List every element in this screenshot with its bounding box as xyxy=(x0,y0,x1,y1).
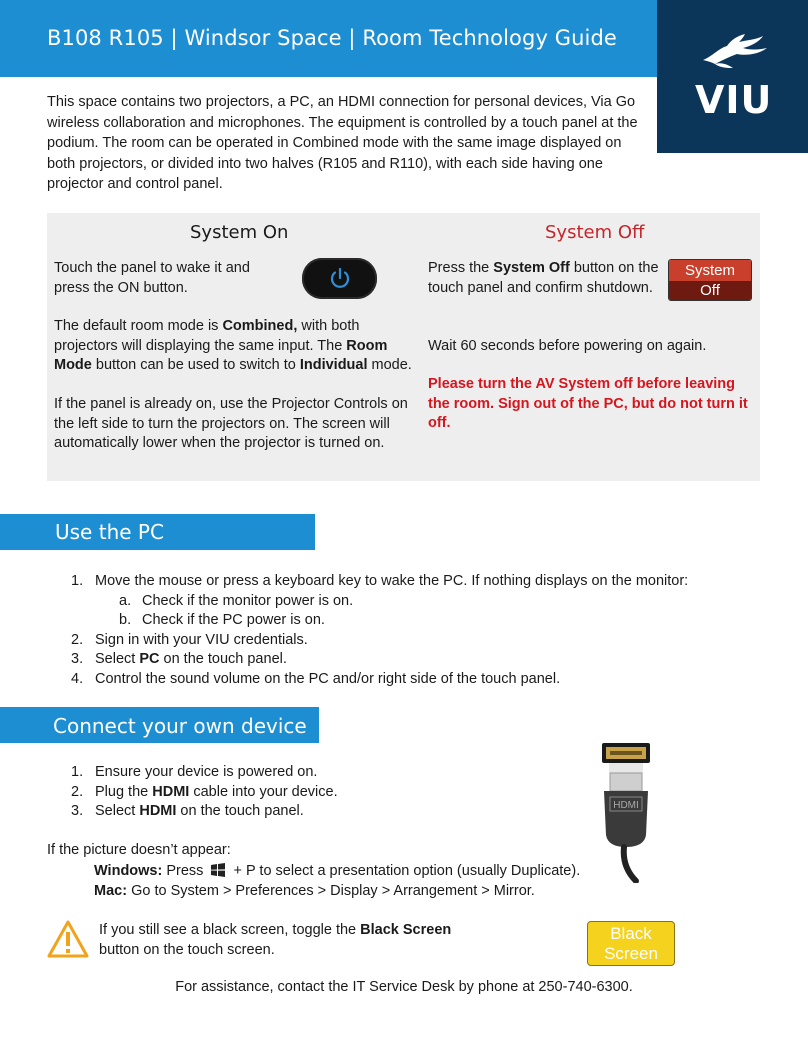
system-off-warning: Please turn the AV System off before leaving the room. Sign out of the PC, but do not turn it off. xyxy=(428,376,748,431)
system-on-step3: If the panel is already on, use the Projector Controls on the left side to turn the projectors on. The screen will automatically lower when the projector is turned on. xyxy=(54,396,408,451)
use-pc-list xyxy=(71,572,711,689)
black-screen-button xyxy=(587,921,675,966)
hdmi-label: HDMI xyxy=(613,800,639,811)
mac-instruction: Mac: Go to System > Preferences > Display > Arrangement > Mirror. xyxy=(94,883,535,899)
black-screen-button-line2: Screen xyxy=(604,944,658,963)
list-item: 2. Sign in with your VIU credentials. xyxy=(71,631,308,648)
system-off-heading: System Off xyxy=(545,222,645,243)
list-item: 1. Ensure your device is powered on. xyxy=(71,764,318,780)
page-title: B108 R105 | Windsor Space | Room Technology Guide xyxy=(47,26,617,50)
list-item: 2. Plug the HDMI cable into your device. xyxy=(71,783,338,800)
trouble-intro: If the picture doesn’t appear: xyxy=(47,842,231,858)
list-item: 3. Select HDMI on the touch panel. xyxy=(71,803,304,819)
black-screen-button-line1: Black xyxy=(610,924,652,943)
system-on-heading: System On xyxy=(190,222,289,243)
own-device-list xyxy=(71,763,551,822)
windows-logo-icon xyxy=(210,863,226,877)
power-icon xyxy=(328,267,352,291)
system-on-step1: Touch the panel to wake it and press the ON button. xyxy=(54,260,250,296)
warning-triangle-icon xyxy=(46,919,90,959)
hdmi-cable-icon xyxy=(596,743,660,883)
system-off-button-line2: Off xyxy=(669,281,751,301)
list-item: 1. Move the mouse or press a keyboard key to wake the PC. If nothing displays on the monitor: xyxy=(71,573,689,589)
system-off-button xyxy=(668,259,752,301)
list-item: 3. Select PC on the touch panel. xyxy=(71,651,287,667)
system-off-button-line1: System xyxy=(669,260,751,281)
viu-logo xyxy=(657,0,808,153)
system-off-step2: Wait 60 seconds before powering on again. xyxy=(428,338,707,354)
use-pc-title: Use the PC xyxy=(55,520,164,544)
footer-contact: For assistance, contact the IT Service Desk by phone at 250-740-6300. xyxy=(175,979,633,995)
system-off-step1: Press the System Off button on the touch panel and confirm shutdown. xyxy=(428,260,659,296)
black-screen-tip: If you still see a black screen, toggle the Black Screen button on the touch screen. xyxy=(99,922,452,958)
intro-paragraph: This space contains two projectors, a PC, an HDMI connection for personal devices, Via Go wireless collaboration and microphones. The equipment is controlled by a touch panel at the podium. The room can be operated in Combined mode with the same image displayed on both projectors, or divided into two halves (R105 and R110), with each side having one projector and control panel. xyxy=(47,94,638,192)
list-item: b. Check if the PC power is on. xyxy=(119,612,325,628)
list-item: 4. Control the sound volume on the PC and/or right side of the touch panel. xyxy=(71,670,561,687)
system-on-step2: The default room mode is Combined, with both projectors will displaying the same input. The Room Mode button can be used to switch to Individual mode. xyxy=(54,318,412,373)
list-item: a. Check if the monitor power is on. xyxy=(119,592,354,609)
logo-text: VIU xyxy=(695,78,773,122)
bird-logo-icon xyxy=(701,32,769,72)
power-on-button xyxy=(302,258,377,299)
windows-instruction: Windows: Press + P to select a presentation option (usually Duplicate). xyxy=(94,863,581,879)
own-device-title: Connect your own device xyxy=(53,714,307,738)
